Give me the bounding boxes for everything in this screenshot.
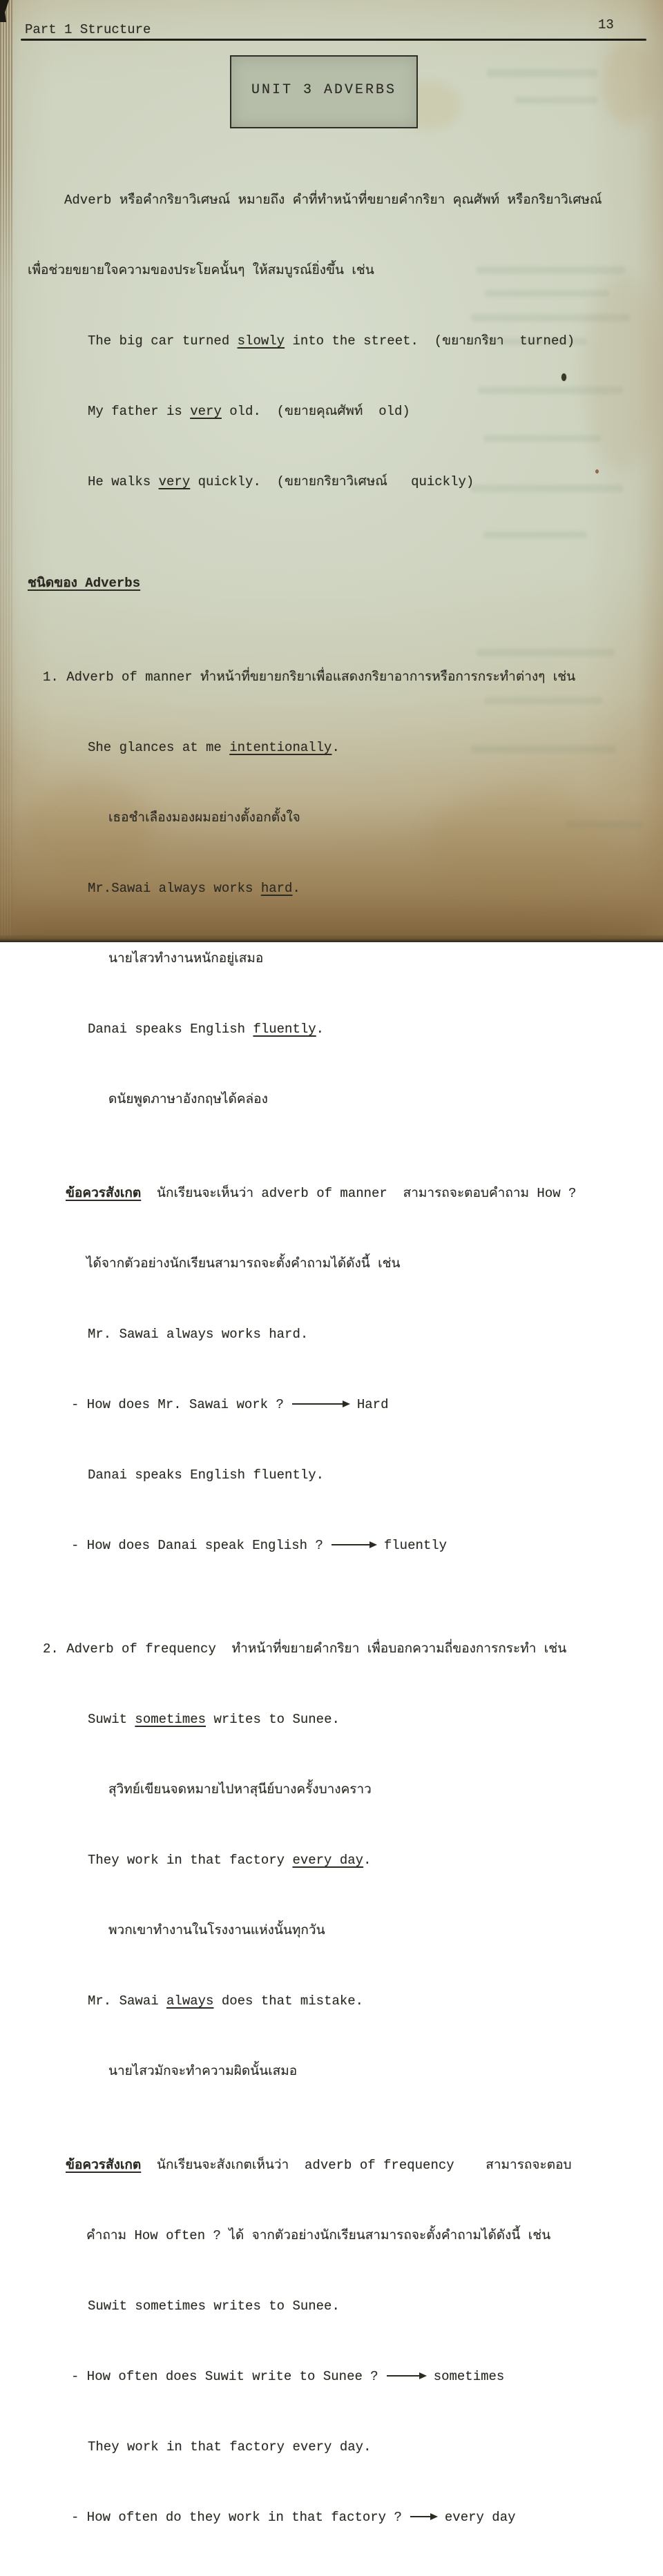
qa-answer: sometimes [433, 2369, 505, 2384]
qa-question-line [28, 2506, 646, 2529]
intro-line-2: เพื่อช่วยขยายใจความของประโยคนั้นๆ ให้สมบูรณ์ยิ่งขึ้น เช่น [28, 263, 374, 278]
book-binding-edge [0, 0, 12, 942]
thai-translation: นายไสวมักจะทำความผิดนั้นเสมอ [108, 2064, 298, 2079]
note-continuation: คำถาม How often ? ได้ จากตัวอย่างนักเรียนสามารถจะตั้งคำถามได้ดังนี้ เช่น [86, 2228, 551, 2243]
thai-translation: สุวิทย์เขียนจดหมายไปหาสุนีย์บางครั้งบางคราว [108, 1782, 372, 1797]
ghost-bleed [515, 97, 597, 104]
example-sentence: Suwit sometimes writes to Sunee. [88, 1712, 340, 1727]
arrow-right-icon [387, 2375, 425, 2377]
qa-answer: Hard [356, 1397, 389, 1412]
qa-question: - How does Danai speak English ? [71, 1538, 323, 1553]
note-text: นักเรียนจะสังเกตเห็นว่า adverb of frequency สามารถจะตอบ [141, 2158, 572, 2173]
qa-statement: They work in that factory every day. [88, 2439, 372, 2455]
types-heading: ชนิดของ Adverbs [28, 576, 141, 591]
arrow-right-icon [292, 1403, 349, 1405]
example-sentence: Danai speaks English fluently. [88, 1022, 325, 1037]
example-sentence: The big car turned slowly into the street. (ขยายกริยา turned) [88, 333, 575, 349]
section-manner-heading: 1. Adverb of manner ทำหน้าที่ขยายกริยาเพื่อแสดงกริยาอาการหรือการกระทำต่างๆ เช่น [43, 670, 576, 685]
page-body [28, 142, 646, 2576]
note-line [28, 1182, 646, 1205]
note-label: ข้อควรสังเกต [66, 2158, 142, 2173]
qa-question: - How does Mr. Sawai work ? [71, 1397, 284, 1412]
intro-line-1: Adverb หรือคำกริยาวิเศษณ์ หมายถึง คำที่ทำหน้าที่ขยายคำกริยา คุณศัพท์ หรือกริยาวิเศษณ์ [64, 193, 602, 208]
qa-answer: fluently [383, 1538, 448, 1553]
section-frequency-heading: 2. Adverb of frequency ทำหน้าที่ขยายคำกริยา เพื่อบอกความถี่ของการกระทำ เช่น [43, 1641, 567, 1657]
unit-title: UNIT 3 ADVERBS [251, 82, 397, 98]
qa-answer: every day [444, 2510, 516, 2525]
note-continuation: ได้จากตัวอย่างนักเรียนสามารถจะตั้งคำถามได้ดังนี้ เช่น [86, 1256, 401, 1271]
qa-question-line [28, 1393, 646, 1416]
example-sentence: My father is very old. (ขยายคุณศัพท์ old) [88, 404, 410, 419]
example-sentence: Mr.Sawai always works hard. [88, 881, 300, 896]
thai-translation: เธอชำเลืองมองผมอย่างตั้งอกตั้งใจ [108, 810, 300, 826]
bottom-scan-shadow [0, 935, 663, 942]
example-sentence: Mr. Sawai always does that mistake. [88, 1993, 364, 2009]
thai-translation: นายไสวทำงานหนักอยู่เสมอ [108, 951, 264, 966]
note-line [28, 2154, 646, 2177]
ghost-bleed [487, 69, 597, 77]
qa-statement: Danai speaks English fluently. [88, 1467, 325, 1483]
note-label: ข้อควรสังเกต [66, 1186, 142, 1201]
qa-question-line [28, 2365, 646, 2388]
arrow-right-icon [332, 1544, 376, 1545]
unit-title-box [230, 55, 418, 128]
page-number: 13 [598, 17, 614, 32]
arrow-right-icon [410, 2516, 436, 2517]
header-rule [21, 39, 646, 41]
qa-question: - How often does Suwit write to Sunee ? [71, 2369, 378, 2384]
running-header-label: Part 1 Structure [25, 22, 151, 37]
qa-statement: Suwit sometimes writes to Sunee. [88, 2299, 340, 2314]
qa-statement: Mr. Sawai always works hard. [88, 1327, 309, 1342]
example-sentence: He walks very quickly. (ขยายกริยาวิเศษณ์ quickly) [88, 474, 474, 489]
thai-translation: พวกเขาทำงานในโรงงานแห่งนั้นทุกวัน [108, 1923, 325, 1938]
example-sentence: They work in that factory every day. [88, 1853, 372, 1868]
paper-stain [601, 41, 656, 124]
qa-question: - How often do they work in that factory ? [71, 2510, 402, 2525]
thai-translation: ดนัยพูดภาษาอังกฤษได้คล่อง [108, 1092, 268, 1107]
note-text: นักเรียนจะเห็นว่า adverb of manner สามารถจะตอบคำถาม How ? [141, 1186, 577, 1201]
example-sentence: She glances at me intentionally. [88, 740, 340, 755]
qa-question-line [28, 1534, 646, 1557]
